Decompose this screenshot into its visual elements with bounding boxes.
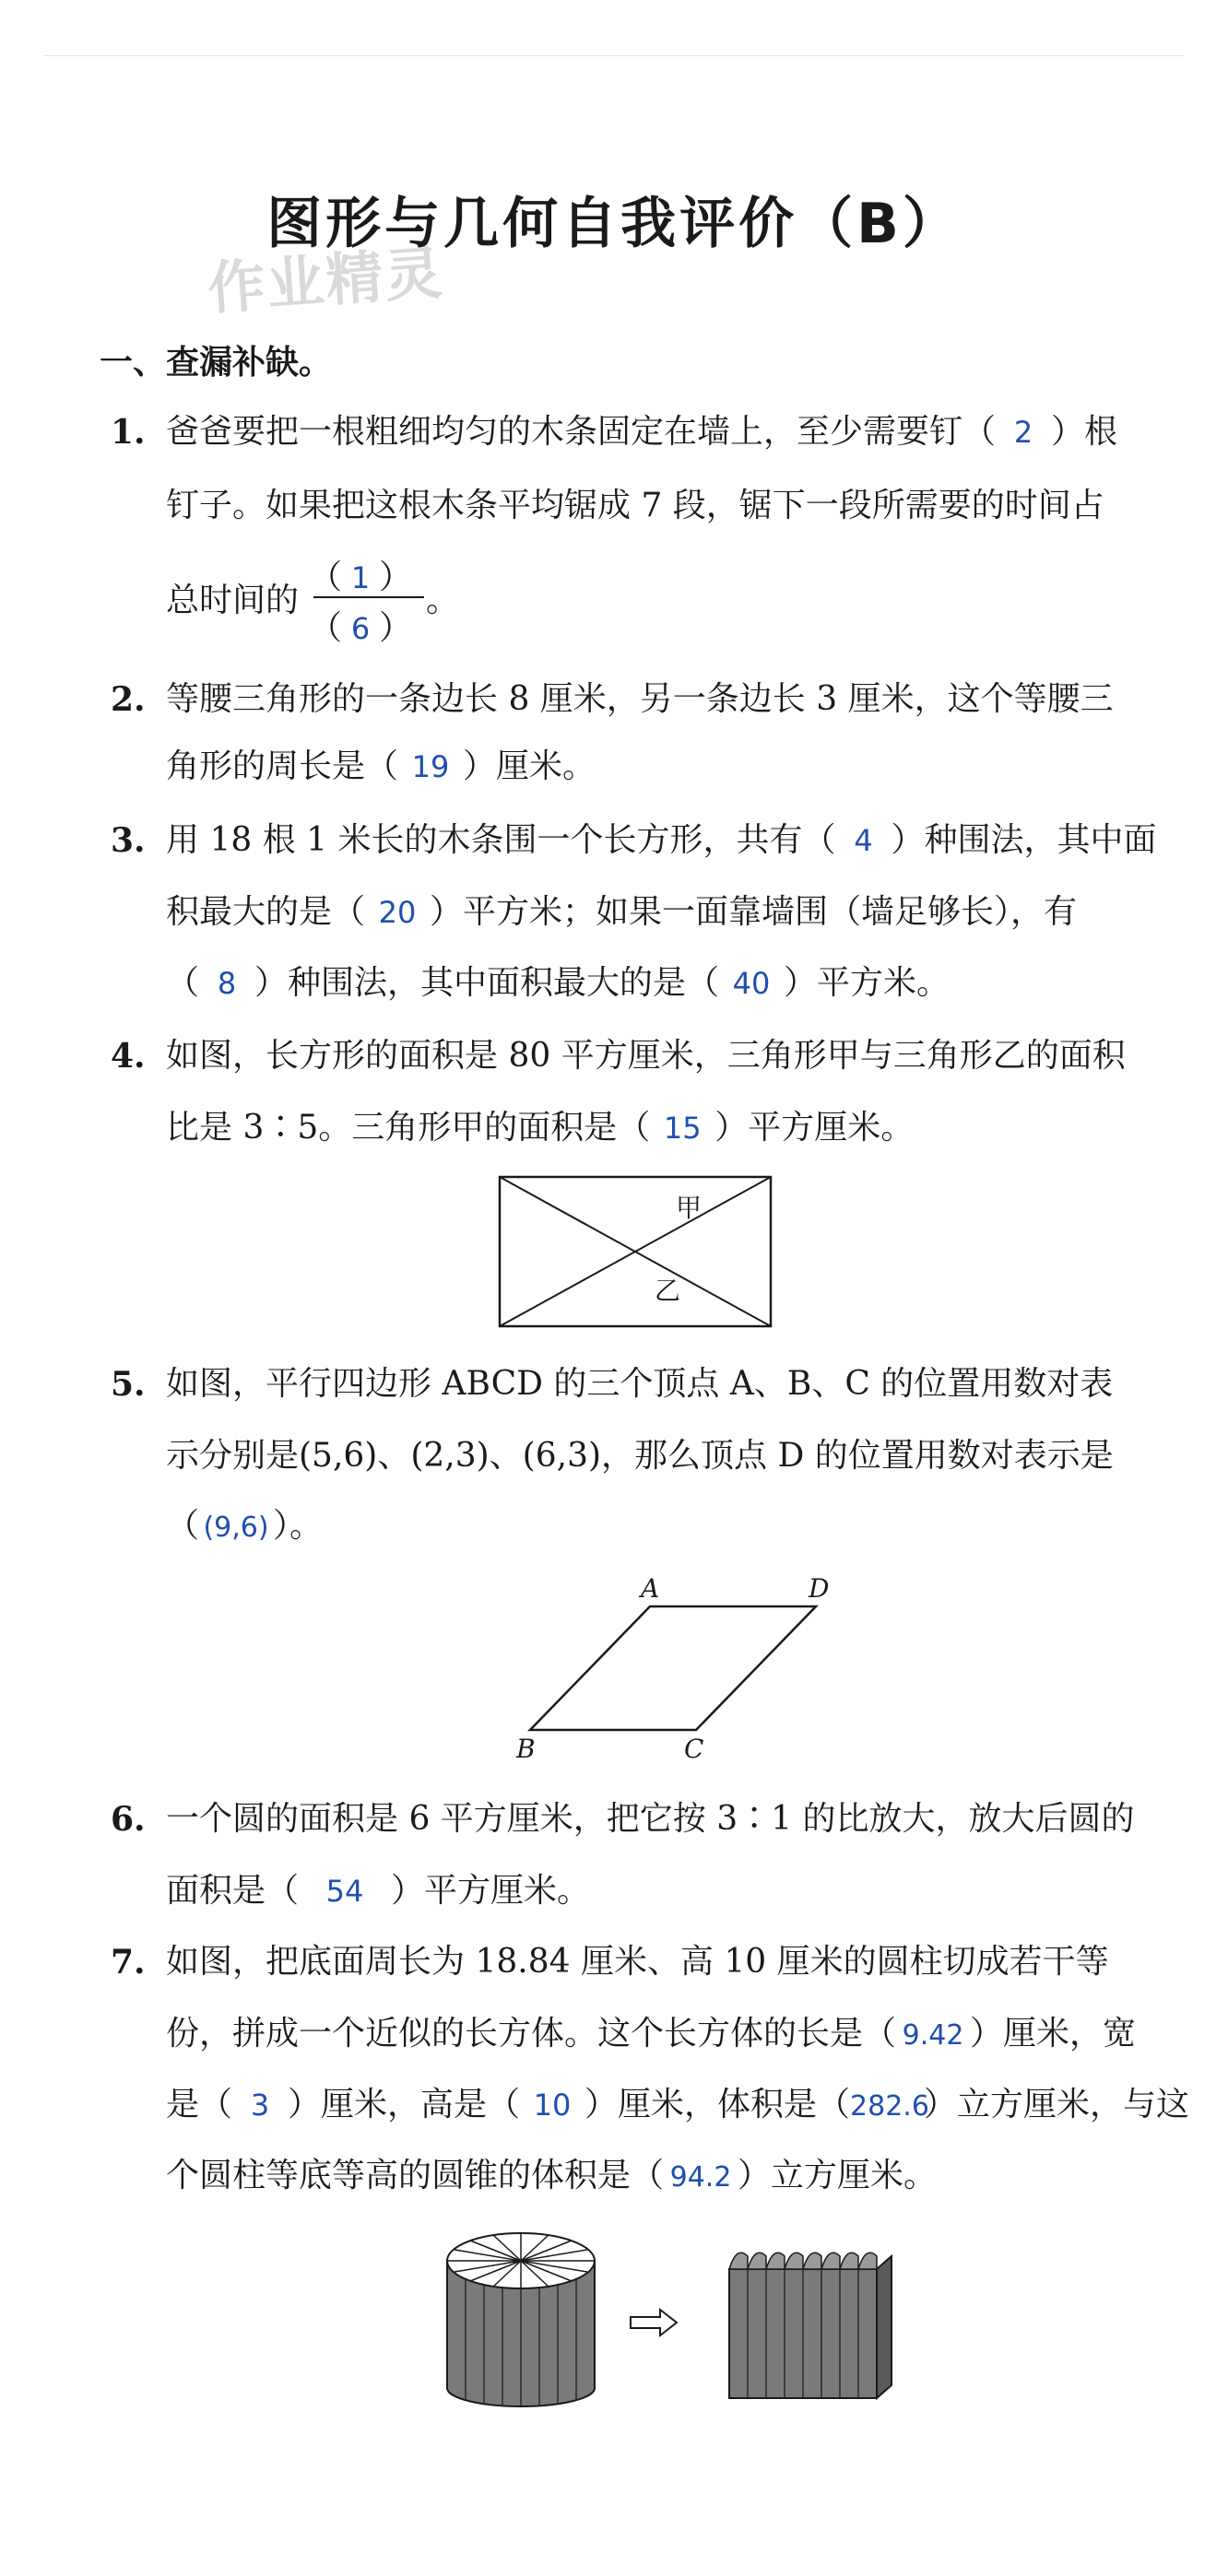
q3-line2: 积最大的是（ 20 ）平方米；如果一面靠墙围（墙足够长），有 — [166, 890, 1077, 935]
q6-answer: 54 — [325, 1874, 364, 1909]
right-arrow-icon — [627, 2304, 682, 2341]
q4-line1: 如图，长方形的面积是 80 平方厘米，三角形甲与三角形乙的面积 — [166, 1037, 1126, 1075]
q7-answer-2: 3 — [250, 2088, 270, 2123]
q1-end: 。 — [426, 582, 460, 619]
q7-answer-1: 9.42 — [902, 2019, 964, 2052]
q5-line2: 示分别是(5,6)、(2,3)、(6,3)，那么顶点 D 的位置用数对表示是 — [166, 1437, 1114, 1475]
q1-line2: 钉子。如果把这根木条平均锯成 7 段，锯下一段所需要的时间占 — [166, 487, 1104, 524]
q3-line1: 用 18 根 1 米长的木条围一个长方形，共有（ 4 ）种围法，其中面 — [166, 818, 1157, 863]
q2-number: 2. — [111, 680, 146, 719]
parallelogram-abcd — [530, 1606, 816, 1730]
vertex-d: D — [809, 1573, 830, 1604]
q7-answer-5: 94.2 — [669, 2161, 732, 2194]
q5-line1: 如图，平行四边形 ABCD 的三个顶点 A、B、C 的位置用数对表 — [166, 1365, 1114, 1403]
q3-number: 3. — [111, 821, 146, 860]
q3-answer-4: 40 — [732, 966, 771, 1001]
cuboid-top-wedges — [729, 2253, 877, 2269]
q7-line4: 个圆柱等底等高的圆锥的体积是（ 94.2 ）立方厘米。 — [166, 2154, 937, 2200]
q1-line1: 爸爸要把一根粗细均匀的木条固定在墙上，至少需要钉（ 2 ）根 — [166, 410, 1117, 454]
cuboid-side — [877, 2256, 891, 2398]
q7-answer-4: 282.6 — [850, 2090, 929, 2123]
rectangle-figure — [498, 1175, 774, 1332]
q4-number: 4. — [111, 1037, 146, 1076]
vertex-b: B — [516, 1734, 536, 1764]
top-divider — [44, 55, 1184, 56]
q1-number: 1. — [111, 413, 146, 452]
q3-answer-3: 8 — [217, 966, 237, 1001]
q5-number: 5. — [111, 1365, 146, 1404]
q5-line3: （ (9,6) ）。 — [166, 1504, 323, 1550]
q7-line2: 份，拼成一个近似的长方体。这个长方体的长是（ 9.42 ）厘米，宽 — [166, 2012, 1136, 2058]
page-title: 图形与几何自我评价（B） — [266, 192, 962, 256]
q7-line1: 如图，把底面周长为 18.84 厘米、高 10 厘米的圆柱切成若干等 — [166, 1943, 1109, 1981]
q2-line2: 角形的周长是（ 19 ）厘米。 — [166, 745, 596, 789]
section-heading: 一、查漏补缺。 — [100, 344, 333, 382]
label-yi: 乙 — [655, 1276, 681, 1306]
vertex-c: C — [684, 1734, 704, 1764]
q3-line3: （ 8 ）种围法，其中面积最大的是（ 40 ）平方米。 — [166, 961, 950, 1006]
q7-line3: 是（ 3 ）厘米，高是（ 10 ）厘米，体积是（282.6）立方厘米，与这 — [166, 2083, 1189, 2129]
label-jia: 甲 — [676, 1193, 703, 1223]
q2-answer: 19 — [411, 749, 450, 784]
parallelogram-figure — [502, 1571, 834, 1765]
vertex-a: A — [641, 1573, 660, 1604]
cylinder-figure — [438, 2226, 608, 2410]
q4-answer: 15 — [663, 1111, 702, 1146]
cuboid-figure — [724, 2240, 899, 2405]
q7-number: 7. — [111, 1943, 146, 1982]
q1-fraction-numerator: （ 1 ） — [309, 559, 413, 596]
q3-answer-1: 4 — [854, 823, 873, 858]
q5-answer: (9,6) — [203, 1511, 269, 1544]
q3-answer-2: 20 — [378, 895, 417, 930]
q2-line1: 等腰三角形的一条边长 8 厘米，另一条边长 3 厘米，这个等腰三 — [166, 680, 1114, 718]
q1-answer-1: 2 — [1013, 415, 1033, 450]
q7-answer-3: 10 — [533, 2088, 572, 2123]
q4-line2: 比是 3∶5。三角形甲的面积是（ 15 ）平方厘米。 — [166, 1106, 914, 1150]
q6-line1: 一个圆的面积是 6 平方厘米，把它按 3∶1 的比放大，放大后圆的 — [166, 1800, 1135, 1838]
q1-line3: 总时间的 — [166, 582, 300, 619]
q6-line2: 面积是（ 54 ）平方厘米。 — [166, 1869, 590, 1913]
q1-fraction-denominator: （ 6 ） — [309, 609, 413, 647]
watermark: 作业精灵 — [206, 239, 446, 323]
q6-number: 6. — [111, 1800, 146, 1839]
q1-fraction-bar — [313, 596, 424, 598]
